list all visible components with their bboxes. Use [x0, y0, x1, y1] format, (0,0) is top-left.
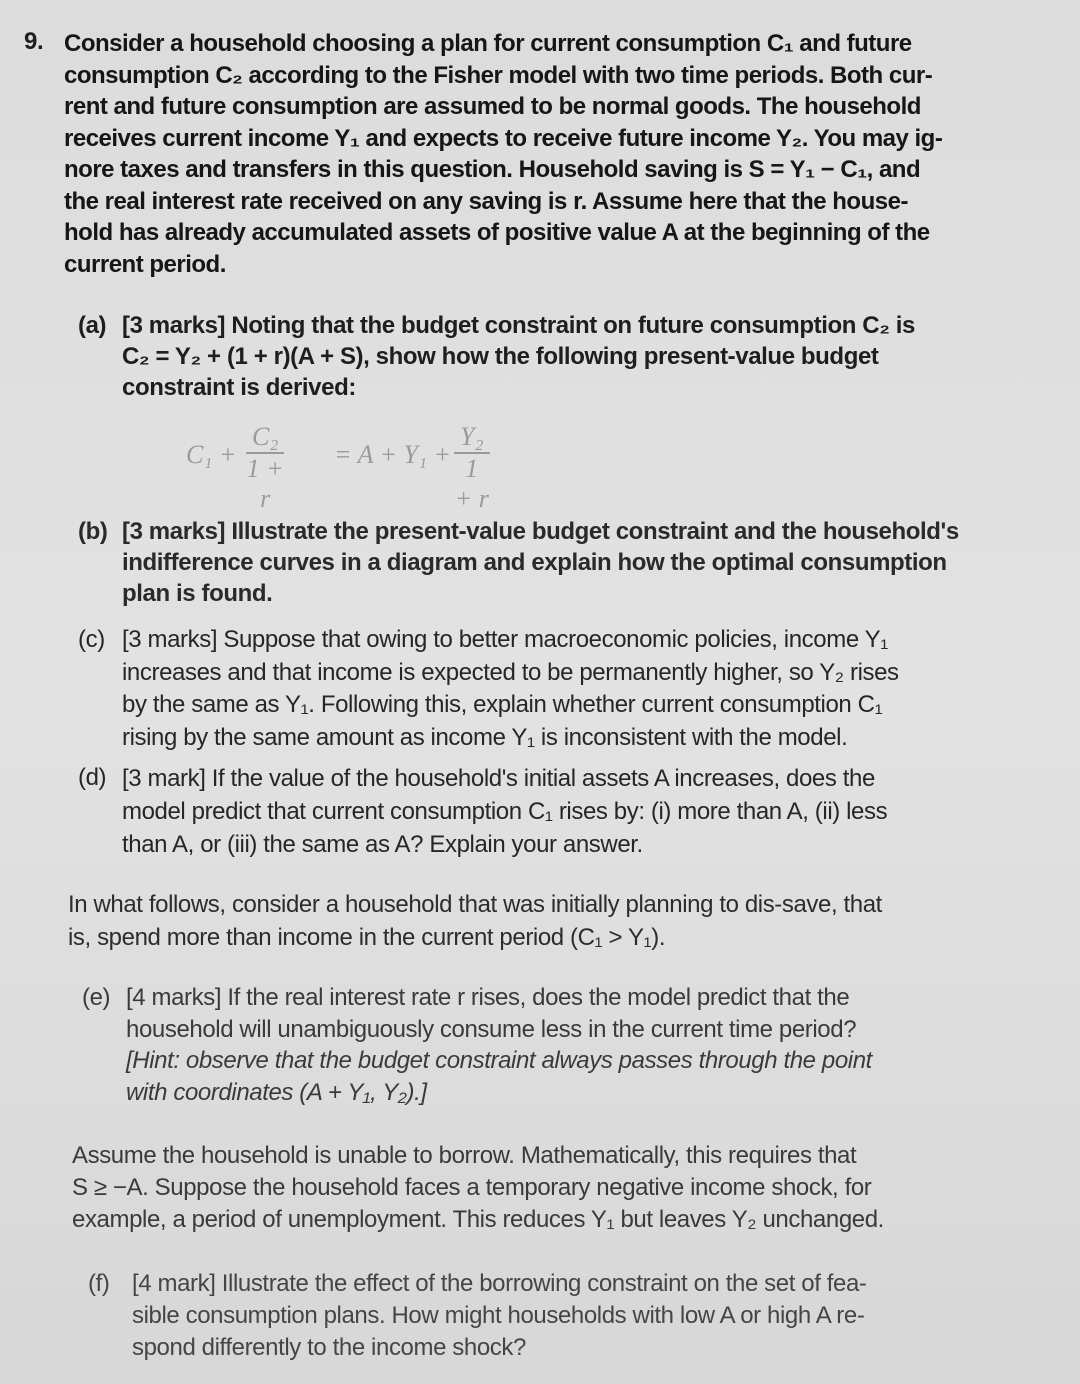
part-f-text	[132, 1268, 867, 1364]
equation-lhs-fraction	[246, 422, 284, 514]
part-f-line: sible consumption plans. How might households with low A or high A re-	[132, 1302, 865, 1329]
equation-middle: = A + Y₁ +	[334, 440, 452, 469]
part-b-text	[122, 516, 959, 609]
equation-rhs-denominator: 1 + r	[454, 454, 489, 513]
part-e-label: (e)	[82, 984, 111, 1011]
borrowing-line: example, a period of unemployment. This reduces Y₁ but leaves Y₂ unchanged.	[72, 1206, 884, 1233]
intro-line: hold has already accumulated assets of positive value A at the beginning of the	[64, 219, 930, 246]
part-a-line: C₂ = Y₂ + (1 + r)(A + S), show how the following present-value budget	[122, 343, 879, 370]
part-b-line: indifference curves in a diagram and explain how the optimal consumption	[122, 549, 947, 576]
borrowing-paragraph	[72, 1140, 1052, 1236]
part-c-text	[122, 624, 899, 754]
equation-lhs-denominator: 1 + r	[246, 454, 284, 513]
part-e-line: household will unambiguously consume less in the current time period?	[126, 1015, 857, 1043]
part-f-line: spond differently to the income shock?	[132, 1334, 526, 1361]
part-a-text	[122, 310, 915, 403]
part-b-line: [3 marks] Illustrate the present-value budget constraint and the household's	[122, 518, 959, 545]
part-c-line: increases and that income is expected to be permanently higher, so Y₂ rises	[122, 658, 899, 686]
equation-rhs-fraction	[454, 422, 490, 514]
dis-save-line: is, spend more than income in the current period (C₁ > Y₁).	[68, 924, 666, 951]
question-number: 9.	[24, 28, 44, 55]
part-c-label: (c)	[78, 626, 105, 653]
part-c-line: [3 marks] Suppose that owing to better macroeconomic policies, income Y₁	[122, 626, 888, 653]
part-b-line: plan is found.	[122, 580, 273, 607]
intro-line: receives current income Y₁ and expects to receive future income Y₂. You may ig-	[64, 124, 943, 152]
intro-line: rent and future consumption are assumed to be normal goods. The household	[64, 93, 921, 120]
intro-line: consumption C₂ according to the Fisher model with two time periods. Both cur-	[64, 61, 933, 89]
part-d-line: [3 mark] If the value of the household's initial assets A increases, does the	[122, 765, 875, 792]
intro-line: nore taxes and transfers in this question. Household saving is S = Y₁ − C₁, and	[64, 156, 921, 183]
question-intro	[64, 28, 1014, 280]
part-e-hint-line: [Hint: observe that the budget constraint always passes through the point	[126, 1047, 872, 1074]
part-c-line: by the same as Y₁. Following this, explain whether current consumption C₁	[122, 691, 883, 718]
part-e-hint-line: with coordinates (A + Y₁, Y₂).]	[126, 1078, 427, 1106]
dis-save-paragraph	[68, 888, 1048, 954]
dis-save-line: In what follows, consider a household that was initially planning to dis-save, that	[68, 891, 882, 918]
part-b-label: (b)	[78, 518, 108, 545]
part-d-line: than A, or (iii) the same as A? Explain your answer.	[122, 831, 643, 858]
borrowing-line: Assume the household is unable to borrow. Mathematically, this requires that	[72, 1142, 857, 1169]
part-d-line: model predict that current consumption C₁ rises by: (i) more than A, (ii) less	[122, 798, 888, 825]
intro-line: current period.	[64, 250, 226, 278]
part-a-line: [3 marks] Noting that the budget constraint on future consumption C₂ is	[122, 312, 915, 339]
equation-lhs-numerator: C₂	[246, 422, 284, 454]
borrowing-line: S ≥ −A. Suppose the household faces a temporary negative income shock, for	[72, 1174, 872, 1201]
intro-line: Consider a household choosing a plan for current consumption C₁ and future	[64, 30, 912, 57]
equation-rhs-numerator: Y₂	[454, 422, 490, 454]
equation-lhs-term: C₁ +	[186, 440, 237, 469]
part-d-label: (d)	[78, 764, 107, 791]
part-f-line: [4 mark] Illustrate the effect of the borrowing constraint on the set of fea-	[132, 1270, 867, 1297]
part-d-text	[122, 762, 887, 861]
part-a-line: constraint is derived:	[122, 374, 356, 401]
part-e-text	[126, 982, 872, 1108]
part-c-line: rising by the same amount as income Y₁ is inconsistent with the model.	[122, 723, 848, 751]
intro-line: the real interest rate received on any saving is r. Assume here that the house-	[64, 187, 908, 215]
part-a-label: (a)	[78, 312, 107, 339]
part-e-line: [4 marks] If the real interest rate r rises, does the model predict that the	[126, 984, 850, 1011]
part-f-label: (f)	[88, 1270, 110, 1297]
